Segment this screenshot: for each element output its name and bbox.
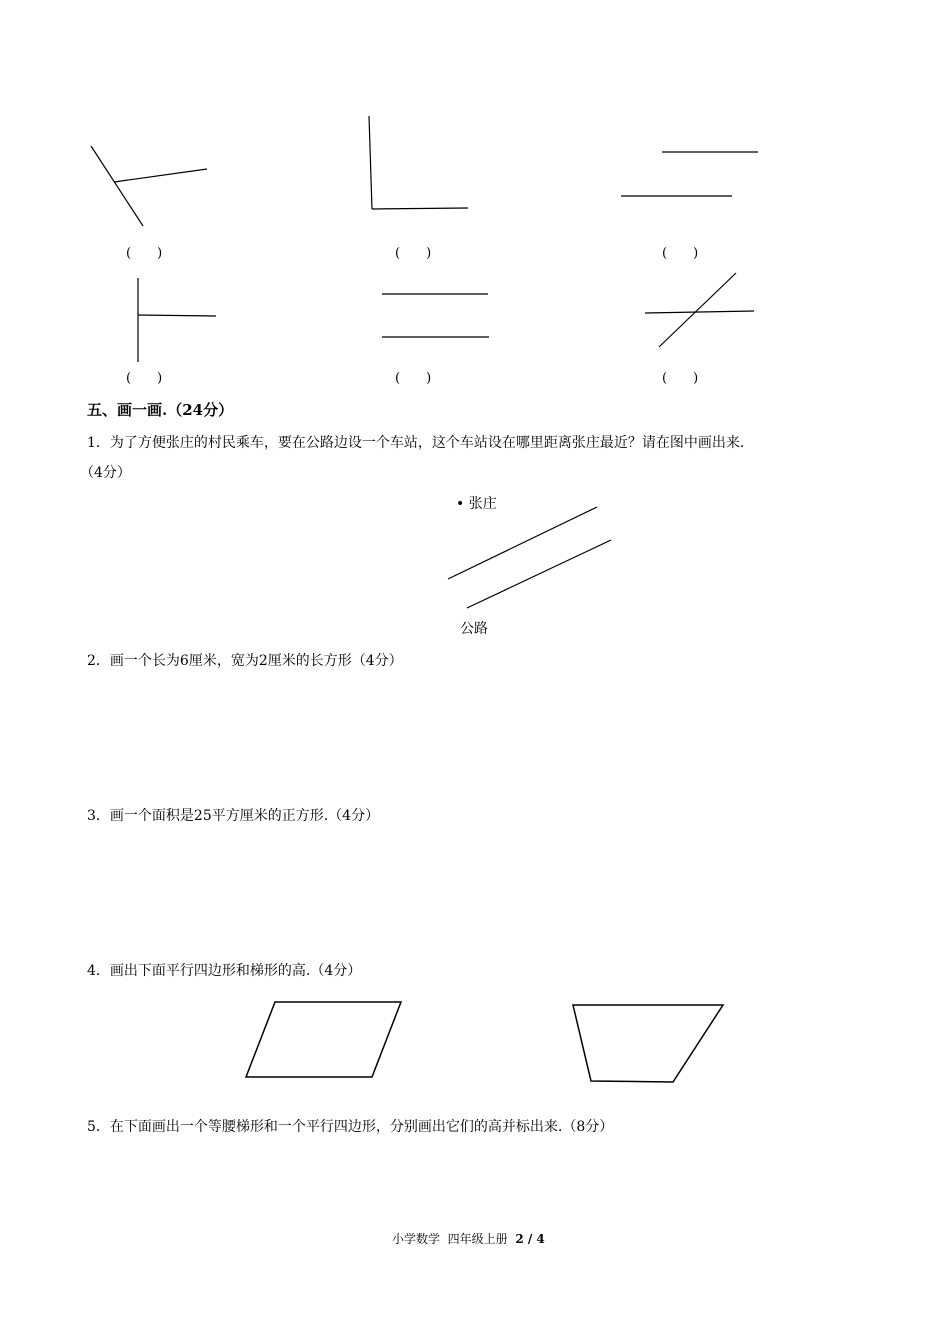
figure-intersecting-lines-2 bbox=[645, 273, 754, 347]
figure-road bbox=[448, 507, 611, 608]
answer-blank[interactable]: ( ) bbox=[395, 371, 432, 386]
question-1-text: 1．为了方便张庄的村民乘车，要在公路边设一个车站，这个车站设在哪里距离张庄最近？请在图中画出来. bbox=[87, 435, 745, 451]
question-1-points: （4分） bbox=[80, 465, 131, 481]
figure-parallel-lines bbox=[382, 294, 489, 337]
answer-blank[interactable]: ( ) bbox=[395, 246, 432, 261]
section-heading: 五、画一画.（24分） bbox=[87, 401, 234, 419]
question-2-text: 2．画一个长为6厘米，宽为2厘米的长方形（4分） bbox=[87, 653, 403, 669]
road-label: 公路 bbox=[460, 621, 488, 637]
question-4-text: 4．画出下面平行四边形和梯形的高.（4分） bbox=[87, 963, 362, 979]
village-label: • 张庄 bbox=[456, 496, 497, 512]
figure-intersecting-lines-1 bbox=[91, 146, 207, 226]
figure-perpendicular-lines bbox=[138, 278, 216, 362]
figure-offset-lines bbox=[621, 152, 758, 196]
question-3-text: 3．画一个面积是25平方厘米的正方形.（4分） bbox=[87, 808, 380, 824]
footer-subject: 小学数学 bbox=[392, 1232, 441, 1246]
footer-page-number: 2 / 4 bbox=[515, 1232, 545, 1246]
answer-blank[interactable]: ( ) bbox=[126, 371, 163, 386]
answer-blank[interactable]: ( ) bbox=[662, 246, 699, 261]
figure-trapezoid bbox=[573, 1005, 723, 1082]
page-footer bbox=[392, 1229, 545, 1249]
figure-right-angle bbox=[369, 116, 468, 209]
question-5-text: 5．在下面画出一个等腰梯形和一个平行四边形，分别画出它们的高并标出来.（8分） bbox=[87, 1119, 614, 1135]
answer-blank[interactable]: ( ) bbox=[662, 371, 699, 386]
footer-grade: 四年级上册 bbox=[447, 1232, 508, 1246]
answer-blank[interactable]: ( ) bbox=[126, 246, 163, 261]
figure-parallelogram bbox=[246, 1002, 401, 1077]
